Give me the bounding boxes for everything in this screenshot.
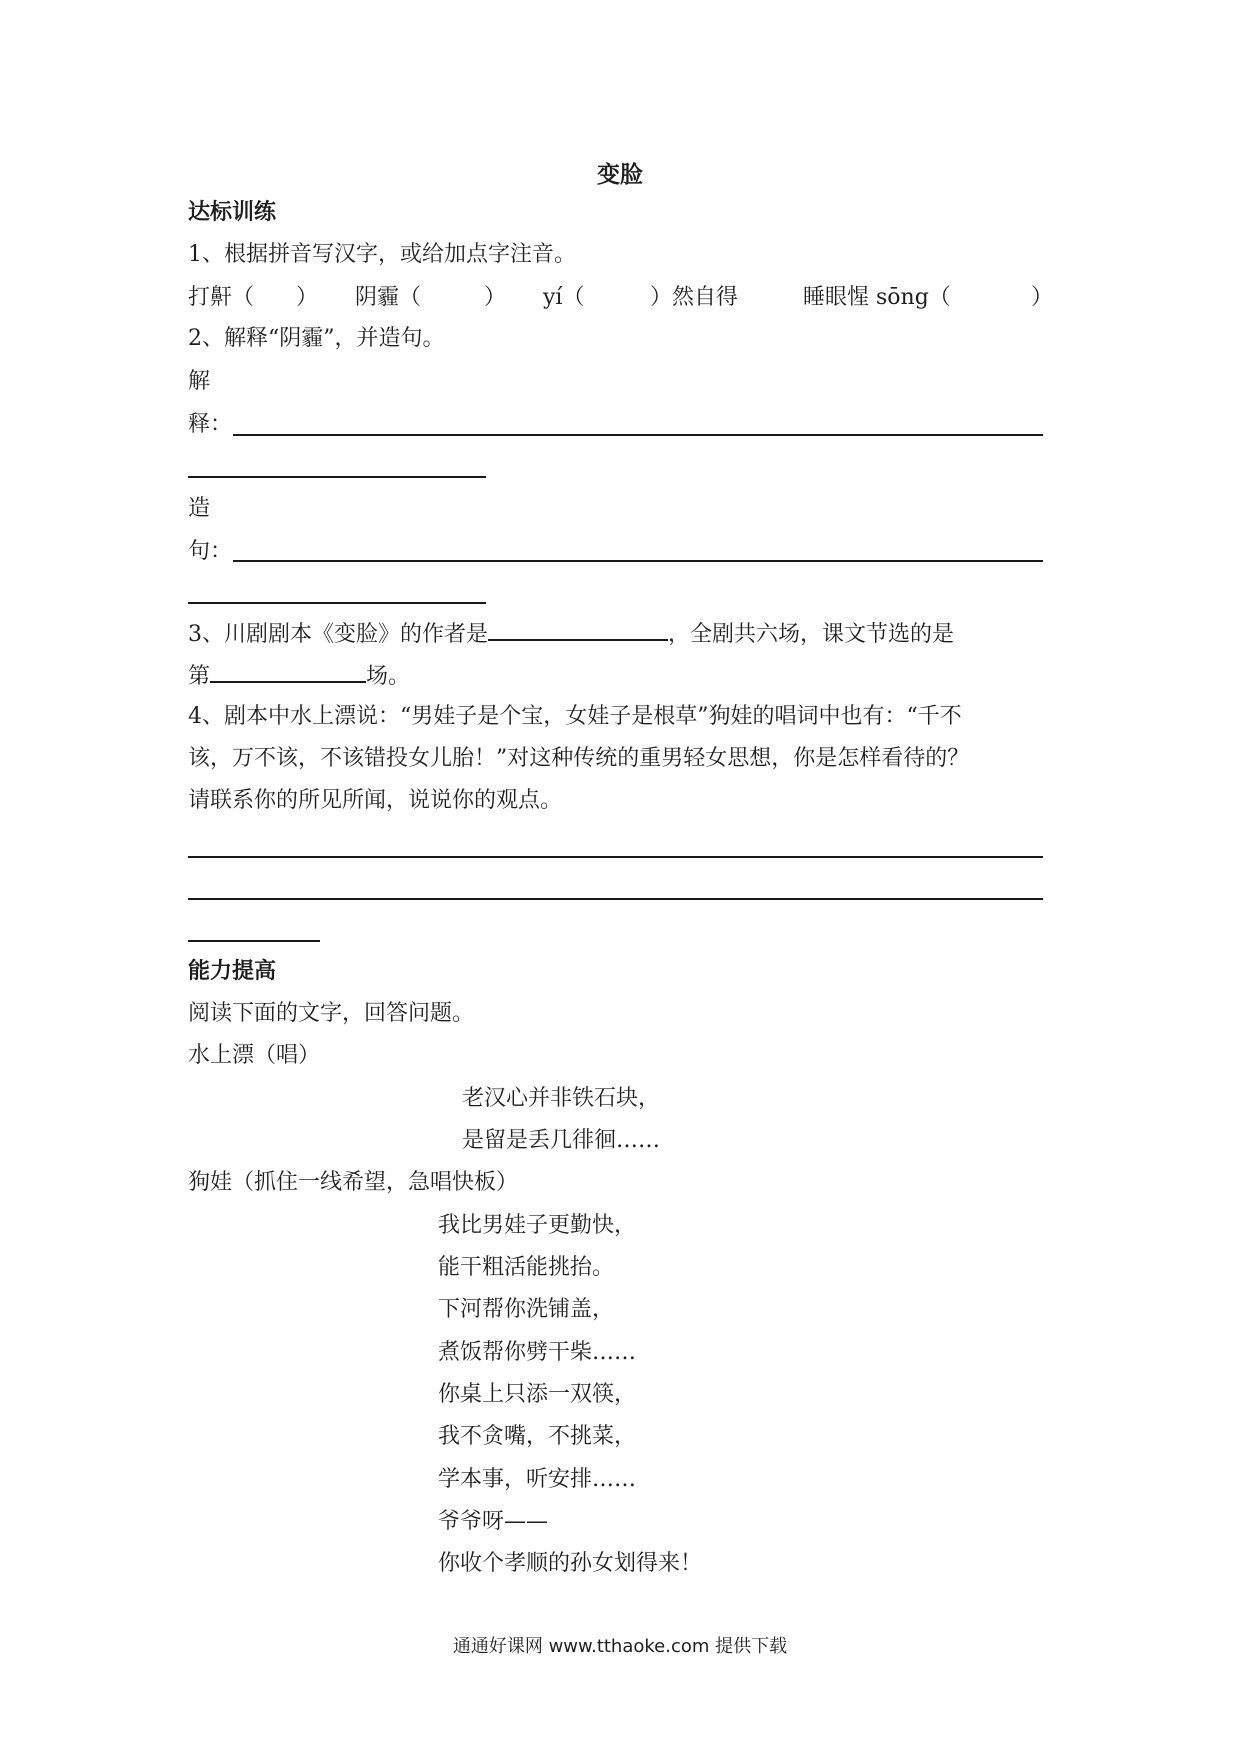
sentence-answer-line-2[interactable]	[188, 602, 486, 604]
verse-line: 我比男娃子更勤快，	[438, 1213, 637, 1238]
section-heading-practice: 达标训练	[188, 200, 277, 225]
question-1-item-1-close: ）	[296, 285, 319, 310]
explain-answer-line-2[interactable]	[188, 476, 486, 478]
scene-answer-blank[interactable]	[210, 659, 366, 683]
question-1-item-1-open: 打鼾（	[188, 285, 255, 310]
question-1-item-3-open: yí（	[543, 285, 585, 310]
opinion-answer-line-2[interactable]	[188, 898, 1043, 900]
question-1-item-4-close: ）	[1031, 285, 1054, 310]
sentence-label-char-2: 句：	[188, 539, 233, 564]
speaker-shuishangpiao: 水上漂（唱）	[188, 1043, 321, 1068]
verse-line: 爷爷呀——	[438, 1509, 549, 1534]
verse-line: 煮饭帮你劈干柴……	[438, 1340, 637, 1365]
verse-line: 老汉心并非铁石块，	[462, 1086, 661, 1111]
explain-label-char-2: 释：	[188, 412, 233, 437]
verse-line: 下河帮你洗铺盖，	[438, 1297, 615, 1322]
reading-instruction: 阅读下面的文字，回答问题。	[188, 1001, 475, 1026]
question-2-prompt: 2、解释“阴霾”，并造句。	[188, 326, 445, 351]
verse-line: 你收个孝顺的孙女划得来！	[438, 1551, 703, 1576]
explain-answer-line-1[interactable]	[233, 434, 1043, 436]
question-1-item-4-open: 睡眼惺 sōng（	[803, 285, 951, 310]
author-answer-blank[interactable]	[488, 617, 668, 641]
verse-line: 学本事，听安排……	[438, 1467, 637, 1492]
question-4-line-2: 该，万不该，不该错投女儿胎！”对这种传统的重男轻女思想，你是怎样看待的？	[188, 746, 970, 771]
speaker-gouwa: 狗娃（抓住一线希望，急唱快板）	[188, 1170, 519, 1195]
question-3-ordinal-text: 第	[188, 664, 211, 689]
question-1-item-2-open: 阴霾（	[355, 285, 422, 310]
verse-line: 你桌上只添一双筷，	[438, 1382, 637, 1407]
question-1-item-2-close: ）	[484, 285, 507, 310]
sentence-label-char-1: 造	[188, 496, 211, 521]
footer-source: 通通好课网 www.tthaoke.com 提供下载	[452, 1636, 788, 1657]
question-4-line-1: 4、剧本中水上漂说：“男娃子是个宝，女娃子是根草”狗娃的唱词中也有：“千不	[188, 704, 962, 729]
question-3-scene-text: ，全剧共六场，课文节选的是	[668, 622, 955, 647]
question-3-author-text: 3、川剧剧本《变脸》的作者是	[188, 622, 488, 647]
section-heading-improve: 能力提高	[188, 959, 277, 984]
question-1-item-3-close: ）然自得	[650, 285, 739, 310]
page-title: 变脸	[597, 162, 643, 188]
question-4-line-3: 请联系你的所见所闻，说说你的观点。	[188, 788, 563, 813]
verse-line: 是留是丢几徘徊……	[462, 1128, 661, 1153]
verse-line: 我不贪嘴，不挑菜，	[438, 1424, 637, 1449]
sentence-answer-line-1[interactable]	[233, 560, 1043, 562]
question-1-prompt: 1、根据拼音写汉字，或给加点字注音。	[188, 242, 576, 267]
opinion-answer-line-3[interactable]	[188, 940, 320, 942]
explain-label-char-1: 解	[188, 369, 211, 394]
verse-line: 能干粗活能挑抬。	[438, 1255, 615, 1280]
question-3-scene-suffix: 场。	[366, 664, 411, 689]
opinion-answer-line-1[interactable]	[188, 856, 1043, 858]
question-3-line-2	[188, 659, 410, 692]
question-3-line-1	[188, 617, 954, 650]
